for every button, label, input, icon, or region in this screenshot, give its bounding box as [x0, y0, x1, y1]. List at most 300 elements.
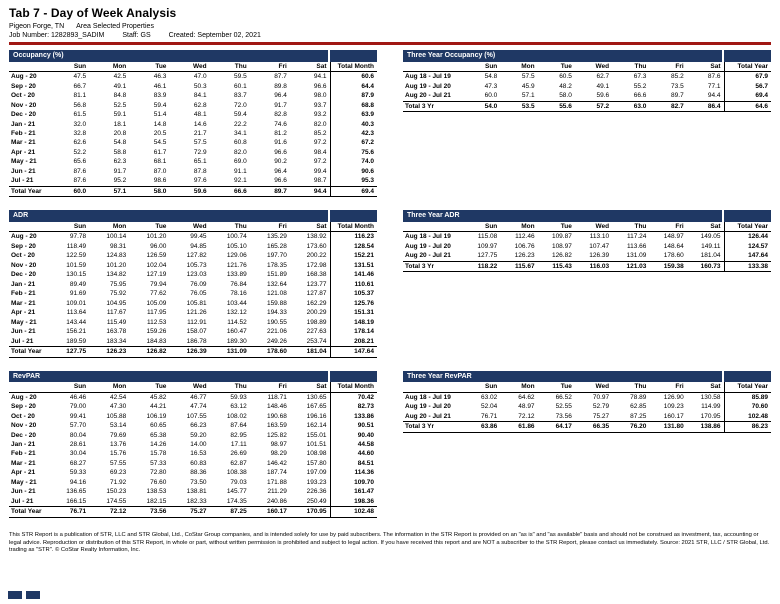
value-cell: 77.1: [707, 82, 721, 90]
value-cell: 91.7: [274, 101, 287, 109]
row-total: 60.6: [330, 72, 377, 82]
staff-label: Staff: GS: [122, 32, 151, 39]
value-cell: 126.23: [89, 347, 129, 357]
value-cell: 76.09: [190, 280, 207, 288]
value-cell: 52.2: [73, 148, 87, 156]
value-cell: 99.45: [190, 233, 207, 241]
col-header: Thu: [612, 382, 649, 392]
value-cell: 184.83: [146, 337, 167, 345]
data-row: [9, 242, 377, 251]
revpar-data-table: [9, 382, 377, 518]
row-total: 141.46: [330, 270, 377, 279]
value-cell: 52.04: [481, 403, 498, 411]
value-cell: 94.4: [707, 92, 721, 100]
value-cell: 59.33: [69, 469, 87, 477]
table-title: Three Year Occupancy (%): [403, 50, 722, 62]
value-cell: 64.62: [518, 393, 535, 401]
value-cell: 129.06: [226, 252, 247, 260]
value-cell: 81.2: [274, 129, 287, 137]
col-header: Sat: [290, 382, 330, 392]
value-cell: 79.03: [230, 478, 247, 486]
value-cell: 96.4: [274, 92, 287, 100]
value-cell: 166.15: [66, 497, 87, 505]
col-header: Sun: [463, 222, 500, 232]
col-header: Wed: [169, 222, 209, 232]
value-cell: 250.49: [306, 497, 327, 505]
value-cell: 138.81: [186, 488, 207, 496]
value-cell: 116.03: [575, 261, 612, 271]
col-header: Mon: [500, 382, 537, 392]
value-cell: 57.5: [193, 139, 207, 147]
row-label: Nov - 20: [11, 261, 37, 269]
value-cell: 151.89: [266, 271, 287, 279]
data-row: [9, 101, 377, 110]
value-cell: 59.20: [190, 431, 207, 439]
tables-grid: [9, 50, 771, 518]
data-row: [9, 431, 377, 440]
row-total: 67.9: [724, 72, 771, 82]
value-cell: 127.82: [186, 252, 207, 260]
row-total: 70.60: [724, 402, 771, 411]
value-cell: 55.6: [538, 101, 575, 111]
row-total: 68.8: [330, 101, 377, 110]
row-total: 82.73: [330, 402, 377, 411]
value-cell: 171.88: [266, 478, 287, 486]
col-header: Wed: [575, 222, 612, 232]
data-row: [9, 251, 377, 260]
value-cell: 145.77: [226, 488, 247, 496]
row-total: 208.21: [330, 337, 377, 347]
value-cell: 189.30: [226, 337, 247, 345]
row-total: 42.3: [330, 129, 377, 138]
three-year-revpar-table: [403, 371, 771, 433]
data-row: [9, 299, 377, 308]
value-cell: 134.82: [106, 271, 127, 279]
value-cell: 133.89: [226, 271, 247, 279]
data-row: [403, 251, 771, 261]
row-label: Aug 20 - Jul 21: [405, 412, 451, 420]
value-cell: 194.33: [266, 309, 287, 317]
value-cell: 14.8: [153, 120, 167, 128]
value-cell: 98.6: [153, 177, 167, 185]
value-cell: 127.75: [477, 252, 498, 260]
data-row: [9, 82, 377, 91]
value-cell: 87.6: [73, 167, 87, 175]
value-cell: 62.6: [73, 139, 87, 147]
row-total: 44.58: [330, 440, 377, 449]
value-cell: 99.41: [69, 412, 87, 420]
value-cell: 94.16: [69, 478, 87, 486]
value-cell: 30.04: [69, 450, 87, 458]
data-row: [403, 91, 771, 101]
value-cell: 148.97: [663, 233, 684, 241]
properties-label: Area Selected Properties: [76, 23, 154, 30]
value-cell: 66.52: [555, 393, 572, 401]
value-cell: 150.23: [106, 488, 127, 496]
value-cell: 96.4: [274, 167, 287, 175]
col-header: Tue: [538, 222, 575, 232]
value-cell: 168.38: [306, 271, 327, 279]
value-cell: 87.0: [153, 167, 167, 175]
value-cell: 14.00: [190, 441, 207, 448]
value-cell: 174.55: [106, 497, 127, 505]
value-cell: 96.6: [274, 177, 287, 185]
value-cell: 57.5: [521, 73, 535, 81]
data-row: [9, 129, 377, 138]
value-cell: 123.77: [306, 280, 327, 288]
row-label: Aug 20 - Jul 21: [405, 252, 451, 260]
value-cell: 87.6: [73, 177, 87, 185]
value-cell: 60.0: [484, 92, 498, 100]
value-cell: 20.8: [113, 129, 127, 137]
value-cell: 75.92: [110, 290, 127, 298]
col-header: Sun: [463, 382, 500, 392]
row-label: Feb - 21: [11, 450, 36, 458]
corner-cell: [403, 222, 463, 232]
row-total: 124.57: [724, 242, 771, 251]
col-header: Sat: [687, 62, 724, 72]
total-row-label: Total Year: [9, 347, 49, 357]
value-cell: 68.27: [69, 459, 87, 467]
row-label: Mar - 21: [11, 299, 36, 307]
row-label: Aug 19 - Jul 20: [405, 403, 451, 411]
table-title-cap: [724, 371, 771, 383]
row-total: 161.47: [330, 487, 377, 496]
row-label: Jul - 21: [11, 177, 34, 185]
row-total: 148.19: [330, 318, 377, 327]
col-header: Tue: [129, 382, 169, 392]
revpar-table: [9, 371, 377, 518]
value-cell: 106.19: [146, 412, 167, 420]
value-cell: 101.51: [306, 441, 327, 448]
value-cell: 126.23: [514, 252, 535, 260]
col-header: Sun: [463, 62, 500, 72]
row-total: 152.21: [330, 251, 377, 260]
value-cell: 165.28: [266, 242, 287, 250]
row-label: Nov - 20: [11, 422, 37, 430]
corner-cell: [9, 222, 49, 232]
value-cell: 82.95: [230, 431, 247, 439]
value-cell: 68.1: [153, 158, 167, 166]
value-cell: 115.49: [106, 318, 127, 326]
value-cell: 105.81: [186, 299, 207, 307]
value-cell: 49.1: [596, 82, 610, 90]
value-cell: 91.69: [69, 290, 87, 298]
value-cell: 59.6: [169, 186, 209, 196]
value-cell: 15.76: [110, 450, 127, 458]
row-label: Jan - 21: [11, 280, 36, 288]
value-cell: 47.30: [110, 403, 127, 411]
value-cell: 95.2: [113, 177, 127, 185]
value-cell: 160.73: [687, 261, 724, 271]
col-header: Sun: [49, 222, 89, 232]
value-cell: 47.0: [193, 73, 207, 81]
row-total: 74.0: [330, 157, 377, 166]
value-cell: 91.7: [113, 167, 127, 175]
value-cell: 240.86: [266, 497, 287, 505]
value-cell: 163.78: [106, 328, 127, 336]
row-total: 102.48: [724, 412, 771, 422]
row-total: 87.9: [330, 91, 377, 100]
value-cell: 76.20: [612, 422, 649, 432]
value-cell: 115.08: [477, 233, 498, 241]
value-cell: 100.14: [106, 233, 127, 241]
value-cell: 149.05: [700, 233, 721, 241]
value-cell: 123.03: [186, 271, 207, 279]
row-total: 105.37: [330, 289, 377, 298]
total-row-label: Total 3 Yr: [403, 261, 463, 271]
value-cell: 178.35: [266, 261, 287, 269]
value-cell: 113.10: [589, 233, 610, 241]
col-header: Fri: [649, 62, 686, 72]
table-title-cap: [330, 50, 377, 62]
col-header: Sun: [49, 382, 89, 392]
value-cell: 114.99: [701, 403, 721, 411]
value-cell: 127.75: [49, 347, 89, 357]
column-header-row: [9, 62, 377, 72]
row-label: Nov - 20: [11, 101, 37, 109]
data-row: [9, 167, 377, 176]
value-cell: 172.98: [306, 261, 327, 269]
value-cell: 76.60: [150, 478, 167, 486]
data-row: [9, 337, 377, 347]
total-col-header: Total Year: [724, 222, 771, 232]
value-cell: 126.90: [663, 393, 684, 401]
col-header: Tue: [129, 62, 169, 72]
data-row: [9, 392, 377, 402]
three-year-revpar-data-table: [403, 382, 771, 432]
value-cell: 221.06: [266, 328, 287, 336]
total-row: [9, 186, 377, 196]
total-col-header: Total Year: [724, 382, 771, 392]
row-label: Aug 18 - Jul 19: [405, 393, 451, 401]
row-label: Mar - 21: [11, 459, 36, 467]
col-header: Wed: [575, 62, 612, 72]
row-label: Sep - 20: [11, 403, 36, 411]
row-total: 131.51: [330, 261, 377, 270]
value-cell: 47.3: [484, 82, 498, 90]
value-cell: 67.3: [633, 73, 647, 81]
value-cell: 160.17: [250, 507, 290, 517]
three-year-occupancy-title-bar: [403, 50, 771, 62]
sheet-tab-1[interactable]: [8, 591, 22, 599]
col-header: Sat: [687, 382, 724, 392]
total-row-label: Total 3 Yr: [403, 422, 463, 432]
value-cell: 157.80: [306, 459, 327, 467]
value-cell: 44.21: [150, 403, 167, 411]
row-label: Dec - 20: [11, 111, 36, 119]
col-header: Tue: [538, 382, 575, 392]
value-cell: 104.95: [106, 299, 127, 307]
value-cell: 105.73: [186, 261, 207, 269]
value-cell: 87.7: [274, 73, 287, 81]
value-cell: 101.20: [146, 233, 167, 241]
value-cell: 62.8: [193, 101, 207, 109]
value-cell: 97.78: [69, 233, 87, 241]
value-cell: 87.6: [707, 73, 721, 81]
data-row: [9, 308, 377, 317]
value-cell: 96.6: [274, 148, 287, 156]
value-cell: 159.88: [266, 299, 287, 307]
value-cell: 100.74: [226, 233, 247, 241]
col-header: Wed: [169, 382, 209, 392]
value-cell: 71.92: [110, 478, 127, 486]
value-cell: 80.04: [69, 431, 87, 439]
value-cell: 132.64: [266, 280, 287, 288]
value-cell: 183.34: [106, 337, 127, 345]
row-label: May - 21: [11, 478, 37, 486]
row-total: 178.14: [330, 327, 377, 336]
row-label: Jun - 21: [11, 488, 36, 496]
row-label: Feb - 21: [11, 129, 36, 137]
value-cell: 51.4: [153, 111, 167, 119]
value-cell: 56.8: [73, 101, 87, 109]
value-cell: 92.1: [234, 177, 247, 185]
adr-data-table: [9, 222, 377, 358]
row-label: Dec - 20: [11, 271, 36, 279]
value-cell: 93.2: [313, 111, 327, 119]
value-cell: 50.3: [193, 82, 207, 90]
value-cell: 112.46: [515, 233, 535, 241]
data-row: [9, 478, 377, 487]
value-cell: 72.12: [518, 412, 535, 420]
value-cell: 131.09: [626, 252, 647, 260]
data-row: [9, 280, 377, 289]
col-header: Mon: [89, 222, 129, 232]
total-row: [9, 347, 377, 357]
value-cell: 58.8: [113, 148, 127, 156]
grand-total: 64.6: [724, 101, 771, 111]
value-cell: 182.15: [146, 497, 167, 505]
value-cell: 109.97: [477, 242, 498, 250]
value-cell: 53.14: [110, 422, 127, 430]
value-cell: 59.5: [234, 73, 247, 81]
data-row: [9, 459, 377, 468]
value-cell: 76.05: [190, 290, 207, 298]
value-cell: 121.26: [186, 309, 207, 317]
value-cell: 93.7: [313, 101, 327, 109]
value-cell: 160.47: [226, 328, 247, 336]
row-total: 109.70: [330, 478, 377, 487]
value-cell: 82.8: [274, 111, 287, 119]
data-row: [9, 497, 377, 507]
value-cell: 90.2: [274, 158, 287, 166]
value-cell: 63.12: [230, 403, 247, 411]
value-cell: 45.9: [521, 82, 535, 90]
value-cell: 162.14: [306, 422, 327, 430]
value-cell: 113.64: [66, 309, 87, 317]
value-cell: 131.09: [210, 347, 250, 357]
data-row: [9, 327, 377, 336]
row-label: Aug 19 - Jul 20: [405, 82, 451, 90]
value-cell: 127.19: [146, 271, 167, 279]
value-cell: 57.1: [89, 186, 129, 196]
value-cell: 173.60: [306, 242, 327, 250]
col-header: Fri: [250, 382, 290, 392]
value-cell: 102.04: [146, 261, 167, 269]
value-cell: 61.5: [73, 111, 87, 119]
total-row: [403, 101, 771, 111]
value-cell: 130.15: [66, 271, 87, 279]
value-cell: 84.8: [113, 92, 127, 100]
value-cell: 227.63: [306, 328, 327, 336]
value-cell: 113.66: [627, 242, 647, 250]
value-cell: 77.62: [150, 290, 167, 298]
value-cell: 91.1: [234, 167, 247, 175]
row-label: Jun - 21: [11, 328, 36, 336]
value-cell: 62.3: [113, 158, 127, 166]
value-cell: 197.09: [306, 469, 327, 477]
row-total: 75.6: [330, 148, 377, 157]
data-row: [403, 72, 771, 82]
value-cell: 59.93: [230, 393, 247, 401]
divider-rule: [9, 42, 771, 45]
value-cell: 59.4: [234, 111, 247, 119]
value-cell: 76.71: [481, 412, 498, 420]
data-row: [9, 72, 377, 82]
data-row: [9, 176, 377, 186]
value-cell: 60.1: [234, 82, 247, 90]
value-cell: 91.6: [274, 139, 287, 147]
value-cell: 79.94: [150, 280, 167, 288]
value-cell: 189.59: [66, 337, 87, 345]
value-cell: 121.03: [612, 261, 649, 271]
value-cell: 75.27: [169, 507, 209, 517]
value-cell: 115.67: [500, 261, 537, 271]
value-cell: 47.5: [73, 73, 87, 81]
data-row: [403, 392, 771, 402]
row-label: Aug - 20: [11, 393, 37, 401]
col-header: Wed: [575, 382, 612, 392]
sheet-tab-2[interactable]: [26, 591, 40, 599]
data-row: [403, 412, 771, 422]
data-row: [9, 289, 377, 298]
value-cell: 126.82: [551, 252, 572, 260]
grand-total: 86.23: [724, 422, 771, 432]
total-row-label: Total Year: [9, 507, 49, 517]
value-cell: 118.71: [267, 393, 287, 401]
grand-total: 102.48: [330, 507, 377, 517]
value-cell: 162.29: [306, 299, 327, 307]
col-header: Fri: [250, 222, 290, 232]
value-cell: 99.4: [313, 167, 327, 175]
value-cell: 87.8: [193, 167, 207, 175]
data-row: [403, 232, 771, 242]
col-header: Fri: [250, 62, 290, 72]
total-row-label: Total Year: [9, 186, 49, 196]
value-cell: 87.64: [230, 422, 247, 430]
value-cell: 83.9: [153, 92, 167, 100]
sheet-tab-strip: [8, 591, 40, 599]
data-row: [9, 110, 377, 119]
value-cell: 69.0: [234, 158, 247, 166]
row-label: Aug 18 - Jul 19: [405, 233, 451, 241]
total-row-label: Total 3 Yr: [403, 101, 463, 111]
value-cell: 32.8: [73, 129, 87, 137]
corner-cell: [9, 62, 49, 72]
value-cell: 62.7: [596, 73, 610, 81]
table-title: Three Year ADR: [403, 210, 722, 222]
total-row: [403, 422, 771, 432]
data-row: [9, 157, 377, 166]
value-cell: 59.1: [113, 111, 127, 119]
value-cell: 42.5: [113, 73, 127, 81]
row-label: Dec - 20: [11, 431, 36, 439]
corner-cell: [403, 382, 463, 392]
row-total: 85.89: [724, 392, 771, 402]
value-cell: 87.25: [630, 412, 647, 420]
value-cell: 20.5: [153, 129, 167, 137]
